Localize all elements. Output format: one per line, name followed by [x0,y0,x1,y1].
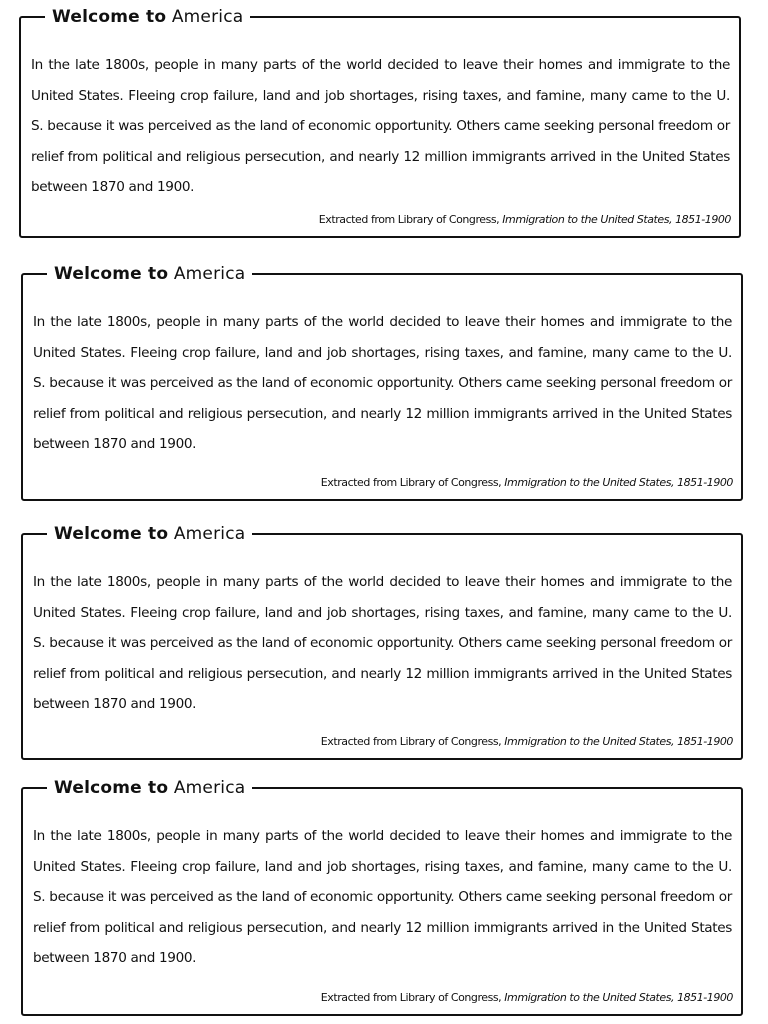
citation-work-title: Immigration to the United States, 1851-1900 [504,735,733,748]
card-title-america: America [173,778,246,798]
citation-work-title: Immigration to the United States, 1851-1900 [504,476,733,489]
card-title [47,263,252,285]
card-passage: In the late 1800s, people in many parts of the world decided to leave their homes and immigrate to the United States. Fleeing crop failure, land and job shortages, rising taxes, and famine, many came to the U. S. because it was perceived as the land of economic opportunity. Others came seeking personal freedom or relief from political and religious persecution, and nearly 12 million immigrants arrived in the United States between 1870 and 1900. [33,828,732,966]
card-title-welcome: Welcome to [54,524,169,544]
card-passage: In the late 1800s, people in many parts of the world decided to leave their homes and immigrate to the United States. Fleeing crop failure, land and job shortages, rising taxes, and famine, many came to the U. S. because it was perceived as the land of economic opportunity. Others came seeking personal freedom or relief from political and religious persecution, and nearly 12 million immigrants arrived in the United States between 1870 and 1900. [31,57,730,195]
card-title-welcome: Welcome to [54,778,169,798]
card-title [47,777,252,799]
card-passage: In the late 1800s, people in many parts of the world decided to leave their homes and immigrate to the United States. Fleeing crop failure, land and job shortages, rising taxes, and famine, many came to the U. S. because it was perceived as the land of economic opportunity. Others came seeking personal freedom or relief from political and religious persecution, and nearly 12 million immigrants arrived in the United States between 1870 and 1900. [33,574,732,712]
card-title-america: America [173,264,246,284]
card-title-welcome: Welcome to [54,264,169,284]
citation-prefix: Extracted from Library of Congress, [320,476,502,489]
reading-card-4 [21,778,743,1016]
citation-prefix: Extracted from Library of Congress, [320,735,502,748]
citation-prefix: Extracted from Library of Congress, [318,213,500,226]
card-citation [321,735,733,749]
reading-card-2 [21,264,743,501]
card-citation [321,991,733,1005]
citation-work-title: Immigration to the United States, 1851-1900 [502,213,731,226]
reading-card-3 [21,524,743,760]
card-title-america: America [171,7,244,27]
card-citation [321,476,733,490]
card-title-welcome: Welcome to [52,7,167,27]
card-citation [319,213,731,227]
citation-prefix: Extracted from Library of Congress, [320,991,502,1004]
card-passage: In the late 1800s, people in many parts of the world decided to leave their homes and immigrate to the United States. Fleeing crop failure, land and job shortages, rising taxes, and famine, many came to the U. S. because it was perceived as the land of economic opportunity. Others came seeking personal freedom or relief from political and religious persecution, and nearly 12 million immigrants arrived in the United States between 1870 and 1900. [33,314,732,452]
card-title [47,523,252,545]
card-title [45,6,250,28]
citation-work-title: Immigration to the United States, 1851-1900 [504,991,733,1004]
card-title-america: America [173,524,246,544]
reading-card-1 [19,7,741,238]
